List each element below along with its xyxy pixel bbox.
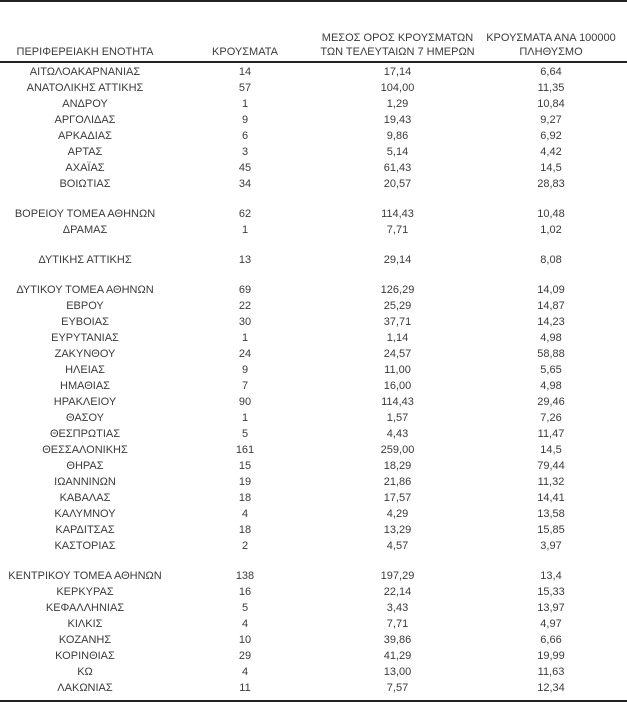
table-row <box>0 458 627 474</box>
cell-avg-7day: 126,29 <box>380 284 415 296</box>
cell-region: ΚΕΡΚΥΡΑΣ <box>56 586 114 598</box>
cell-region: ΚΟΖΑΝΗΣ <box>58 634 112 646</box>
cell-per-100k: 58,88 <box>537 348 565 360</box>
cell-region: ΑΡΚΑΔΙΑΣ <box>58 130 112 142</box>
cell-region: ΛΑΚΩΝΙΑΣ <box>57 682 113 694</box>
cell-region: ΚΕΦΑΛΛΗΝΙΑΣ <box>45 602 125 614</box>
cell-cases: 9 <box>241 364 249 376</box>
cell-per-100k: 6,92 <box>540 130 562 142</box>
cell-per-100k: 5,65 <box>540 364 562 376</box>
cell-avg-7day: 13,29 <box>383 524 412 536</box>
table-row <box>0 346 627 362</box>
cell-region: ΒΟΙΩΤΙΑΣ <box>59 178 111 190</box>
header-avg-7day-line1: ΜΕΣΟΣ ΟΡΟΣ ΚΡΟΥΣΜΑΤΩΝ <box>321 32 474 44</box>
table-row <box>0 206 627 222</box>
cell-per-100k: 11,63 <box>537 666 565 678</box>
header-cases <box>170 45 320 61</box>
cell-per-100k: 14,09 <box>537 284 565 296</box>
cell-avg-7day: 37,71 <box>383 316 412 328</box>
cell-avg-7day: 29,14 <box>383 254 412 266</box>
cell-avg-7day: 11,00 <box>384 364 411 376</box>
table-row <box>0 298 627 314</box>
cell-per-100k: 3,97 <box>540 540 562 552</box>
cell-per-100k: 12,34 <box>537 682 565 694</box>
cell-region: ΔΡΑΜΑΣ <box>62 224 108 236</box>
cell-avg-7day: 259,00 <box>380 444 415 456</box>
cell-avg-7day: 197,29 <box>380 570 415 582</box>
cell-cases: 4 <box>241 666 249 678</box>
table-row <box>0 410 627 426</box>
cell-per-100k: 11,32 <box>537 476 565 488</box>
cell-avg-7day: 22,14 <box>383 586 412 598</box>
cell-avg-7day: 25,29 <box>383 300 412 312</box>
cell-cases: 29 <box>238 650 252 662</box>
cell-cases: 16 <box>238 586 252 598</box>
table-row <box>0 314 627 330</box>
cell-per-100k: 14,87 <box>537 300 565 312</box>
table-row <box>0 584 627 600</box>
cell-region: ΑΡΤΑΣ <box>67 146 103 158</box>
table-row <box>0 96 627 112</box>
cell-region: ΙΩΑΝΝΙΝΩΝ <box>54 476 116 488</box>
cell-avg-7day: 5,14 <box>386 146 409 158</box>
table-row <box>0 648 627 664</box>
table-row <box>0 80 627 96</box>
table-row <box>0 128 627 144</box>
cell-region: ΗΜΑΘΙΑΣ <box>60 380 110 392</box>
table-row <box>0 538 627 554</box>
cell-per-100k: 19,99 <box>537 650 565 662</box>
cell-cases: 11 <box>239 682 251 694</box>
cell-avg-7day: 24,57 <box>383 348 412 360</box>
cell-region: ΚΕΝΤΡΙΚΟΥ ΤΟΜΕΑ ΑΘΗΝΩΝ <box>8 570 162 582</box>
cell-region: ΒΟΡΕΙΟΥ ΤΟΜΕΑ ΑΘΗΝΩΝ <box>14 208 156 220</box>
cell-region: ΑΝΑΤΟΛΙΚΗΣ ΑΤΤΙΚΗΣ <box>26 82 144 94</box>
table-row <box>0 680 627 696</box>
group-separator <box>0 192 627 206</box>
cell-per-100k: 4,97 <box>540 618 562 630</box>
cell-avg-7day: 4,29 <box>386 508 409 520</box>
cell-per-100k: 13,58 <box>537 508 565 520</box>
group-separator <box>0 268 627 282</box>
cell-avg-7day: 21,86 <box>383 476 412 488</box>
group-separator <box>0 554 627 568</box>
cell-cases: 18 <box>238 524 252 536</box>
cell-region: ΚΩ <box>77 666 93 678</box>
cell-cases: 30 <box>238 316 252 328</box>
table-row <box>0 330 627 346</box>
table-row <box>0 664 627 680</box>
cell-region: ΔΥΤΙΚΗΣ ΑΤΤΙΚΗΣ <box>38 254 132 266</box>
cell-cases: 4 <box>241 508 249 520</box>
cell-per-100k: 29,46 <box>537 396 565 408</box>
table-row <box>0 442 627 458</box>
cell-per-100k: 14,23 <box>537 316 565 328</box>
cell-per-100k: 10,48 <box>537 208 565 220</box>
cell-per-100k: 15,33 <box>537 586 565 598</box>
table-row <box>0 600 627 616</box>
cell-cases: 6 <box>241 130 249 142</box>
header-per-100k <box>475 31 627 61</box>
cell-per-100k: 4,98 <box>540 380 562 392</box>
table-row <box>0 252 627 268</box>
cell-avg-7day: 114,43 <box>381 396 414 408</box>
cell-cases: 18 <box>238 492 252 504</box>
header-cases-label: ΚΡΟΥΣΜΑΤΑ <box>212 46 278 58</box>
cell-per-100k: 28,83 <box>537 178 565 190</box>
cell-avg-7day: 16,00 <box>383 380 412 392</box>
cell-cases: 161 <box>235 444 255 456</box>
header-regional-unit <box>0 45 170 61</box>
cell-per-100k: 9,27 <box>540 114 562 126</box>
table-header-row <box>0 2 627 61</box>
cell-region: ΚΙΛΚΙΣ <box>67 618 103 630</box>
cell-per-100k: 7,26 <box>540 412 562 424</box>
cell-per-100k: 11,35 <box>537 82 565 94</box>
cell-avg-7day: 61,43 <box>383 162 412 174</box>
cell-region: ΚΑΛΥΜΝΟΥ <box>54 508 116 520</box>
cell-avg-7day: 17,14 <box>383 66 412 78</box>
cell-per-100k: 6,66 <box>540 634 562 646</box>
cell-region: ΘΑΣΟΥ <box>65 412 105 424</box>
cell-region: ΖΑΚΥΝΘΟΥ <box>54 348 116 360</box>
cell-avg-7day: 19,43 <box>383 114 412 126</box>
header-avg-7day-line2: ΤΩΝ ΤΕΛΕΥΤΑΙΩΝ 7 ΗΜΕΡΩΝ <box>320 46 475 58</box>
cell-per-100k: 79,44 <box>537 460 565 472</box>
cell-avg-7day: 4,43 <box>386 428 409 440</box>
cell-avg-7day: 1,14 <box>386 332 409 344</box>
table-row <box>0 394 627 410</box>
cell-cases: 10 <box>238 634 252 646</box>
cell-cases: 1 <box>241 224 249 236</box>
cell-avg-7day: 13,00 <box>383 666 412 678</box>
cell-cases: 4 <box>241 618 249 630</box>
table-row <box>0 522 627 538</box>
cell-cases: 1 <box>241 332 249 344</box>
table-row <box>0 282 627 298</box>
cell-avg-7day: 20,57 <box>383 178 412 190</box>
cell-per-100k: 10,84 <box>537 98 565 110</box>
group-separator <box>0 238 627 252</box>
cell-per-100k: 8,08 <box>540 254 562 266</box>
cell-region: ΕΥΒΟΙΑΣ <box>61 316 109 328</box>
cell-region: ΑΡΓΟΛΙΔΑΣ <box>54 114 116 126</box>
cell-region: ΑΧΑΪΑΣ <box>65 162 105 174</box>
cell-region: ΗΡΑΚΛΕΙΟΥ <box>53 396 117 408</box>
cell-region: ΘΕΣΠΡΩΤΙΑΣ <box>49 428 121 440</box>
cell-avg-7day: 7,71 <box>386 618 409 630</box>
cell-region: ΚΑΣΤΟΡΙΑΣ <box>54 540 116 552</box>
table-row <box>0 568 627 584</box>
table-row <box>0 160 627 176</box>
cell-region: ΘΕΣΣΑΛΟΝΙΚΗΣ <box>42 444 128 456</box>
cell-cases: 34 <box>238 178 252 190</box>
cell-cases: 138 <box>235 570 255 582</box>
cell-per-100k: 13,97 <box>537 602 565 614</box>
cell-region: ΚΟΡΙΝΘΙΑΣ <box>55 650 115 662</box>
table-row <box>0 490 627 506</box>
table-row <box>0 506 627 522</box>
cell-cases: 14 <box>238 66 252 78</box>
cell-region: ΕΒΡΟΥ <box>66 300 104 312</box>
cell-avg-7day: 1,57 <box>386 412 409 424</box>
cell-avg-7day: 1,29 <box>386 98 409 110</box>
cell-avg-7day: 18,29 <box>383 460 412 472</box>
cell-cases: 22 <box>238 300 252 312</box>
cell-avg-7day: 114,43 <box>381 208 414 220</box>
table-row <box>0 378 627 394</box>
cell-per-100k: 14,5 <box>540 444 562 456</box>
cell-avg-7day: 17,57 <box>383 492 412 504</box>
cell-cases: 3 <box>241 146 249 158</box>
cell-cases: 57 <box>238 82 252 94</box>
cell-per-100k: 4,98 <box>540 332 562 344</box>
cell-cases: 2 <box>241 540 249 552</box>
table-row <box>0 222 627 238</box>
cell-cases: 90 <box>238 396 252 408</box>
cell-region: ΚΑΡΔΙΤΣΑΣ <box>55 524 115 536</box>
cell-per-100k: 14,5 <box>540 162 562 174</box>
table-row <box>0 474 627 490</box>
cell-per-100k: 13,4 <box>540 570 562 582</box>
header-per-100k-line2: ΠΛΗΘΥΣΜΟ <box>519 46 583 58</box>
cell-avg-7day: 41,29 <box>383 650 412 662</box>
cell-avg-7day: 4,57 <box>386 540 409 552</box>
cell-avg-7day: 3,43 <box>386 602 409 614</box>
cell-region: ΔΥΤΙΚΟΥ ΤΟΜΕΑ ΑΘΗΝΩΝ <box>16 284 154 296</box>
cell-cases: 9 <box>241 114 249 126</box>
table-row <box>0 362 627 378</box>
cell-region: ΚΑΒΑΛΑΣ <box>59 492 111 504</box>
cell-cases: 19 <box>238 476 252 488</box>
table-row <box>0 64 627 80</box>
cell-cases: 1 <box>241 412 249 424</box>
cell-avg-7day: 39,86 <box>383 634 412 646</box>
cell-cases: 62 <box>238 208 252 220</box>
cell-cases: 24 <box>238 348 252 360</box>
cell-cases: 13 <box>238 254 252 266</box>
cell-cases: 45 <box>238 162 252 174</box>
cell-per-100k: 6,64 <box>540 66 562 78</box>
cell-per-100k: 4,42 <box>540 146 562 158</box>
cell-region: ΑΝΔΡΟΥ <box>62 98 108 110</box>
header-avg-7day <box>320 31 475 61</box>
header-regional-unit-label: ΠΕΡΙΦΕΡΕΙΑΚΗ ΕΝΟΤΗΤΑ <box>16 46 154 58</box>
cell-per-100k: 1,02 <box>540 224 562 236</box>
table-body <box>0 63 627 696</box>
cell-avg-7day: 9,86 <box>386 130 409 142</box>
cell-region: ΘΗΡΑΣ <box>66 460 104 472</box>
cell-cases: 69 <box>238 284 252 296</box>
table-row <box>0 112 627 128</box>
cell-per-100k: 11,47 <box>537 428 565 440</box>
cell-region: ΑΙΤΩΛΟΑΚΑΡΝΑΝΙΑΣ <box>29 66 141 78</box>
cell-cases: 1 <box>241 98 249 110</box>
cell-region: ΗΛΕΙΑΣ <box>65 364 105 376</box>
cell-avg-7day: 7,71 <box>386 224 409 236</box>
table-row <box>0 616 627 632</box>
table-row <box>0 176 627 192</box>
cell-avg-7day: 7,57 <box>386 682 409 694</box>
cell-per-100k: 14,41 <box>537 492 565 504</box>
cell-cases: 5 <box>241 602 249 614</box>
bottom-rule <box>0 700 627 702</box>
cell-avg-7day: 104,00 <box>380 82 415 94</box>
cell-cases: 7 <box>241 380 249 392</box>
table-row <box>0 632 627 648</box>
table-row <box>0 426 627 442</box>
cell-cases: 15 <box>238 460 252 472</box>
cell-region: ΕΥΡΥΤΑΝΙΑΣ <box>51 332 119 344</box>
cell-per-100k: 15,85 <box>537 524 565 536</box>
table-row <box>0 144 627 160</box>
cell-cases: 5 <box>241 428 249 440</box>
header-per-100k-line1: ΚΡΟΥΣΜΑΤΑ ΑΝΑ 100000 <box>486 32 616 44</box>
